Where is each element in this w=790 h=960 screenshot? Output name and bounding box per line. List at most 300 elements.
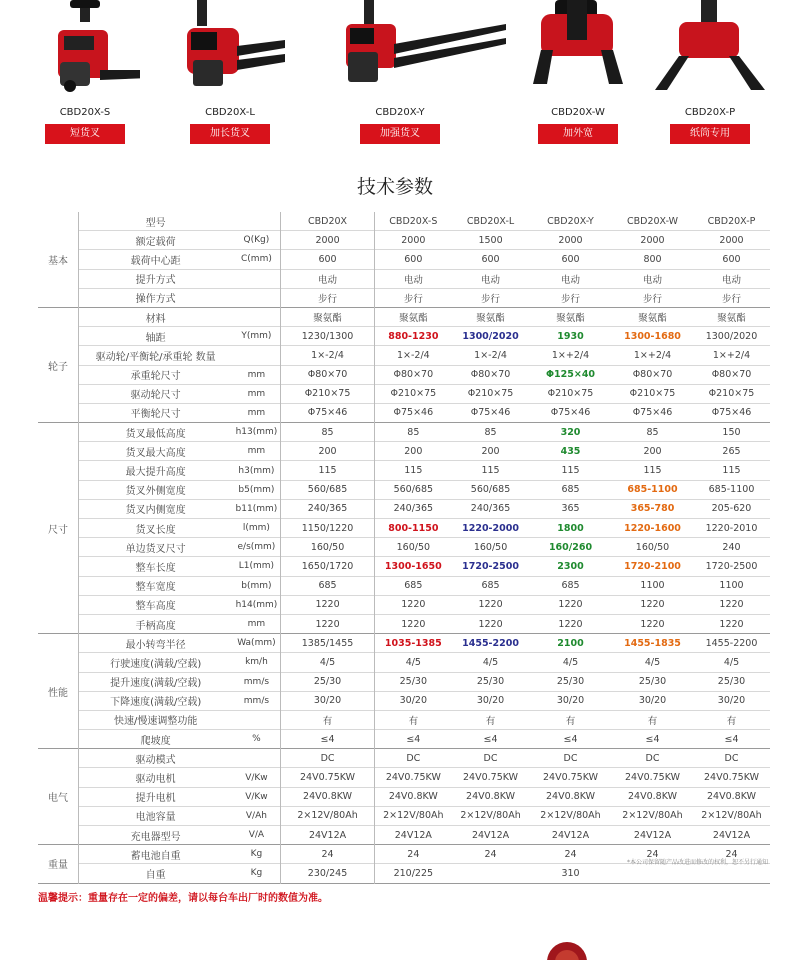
spec-row <box>38 806 770 825</box>
spec-unit: mm <box>232 365 281 384</box>
product-tag[interactable]: 纸筒专用 <box>670 124 750 144</box>
spec-value: 24 <box>281 845 374 864</box>
spec-name: 货叉外侧宽度 <box>125 486 186 498</box>
spec-value: 24 <box>725 848 738 860</box>
spec-value: 24V12A <box>394 829 432 841</box>
spec-value: 24V0.75KW <box>385 772 441 784</box>
spec-unit: mm/s <box>232 672 281 691</box>
spec-unit: h3(mm) <box>232 461 281 480</box>
product-tag[interactable]: 加强货叉 <box>360 124 440 144</box>
spec-value: 685 <box>481 580 500 592</box>
spec-value: 115 <box>481 465 500 477</box>
spec-value: 200 <box>643 445 662 457</box>
spec-value: 聚氨酯 <box>399 313 428 325</box>
spec-value: 1800 <box>557 522 584 534</box>
spec-value: 1100 <box>719 580 744 592</box>
category-label: 基本 <box>38 212 78 307</box>
spec-value: 30/20 <box>638 695 667 707</box>
spec-row <box>38 768 770 787</box>
spec-value: 24 <box>564 848 577 860</box>
spec-value: 1455-1835 <box>624 637 681 649</box>
spec-unit: Kg <box>232 864 281 883</box>
spec-value: 4/5 <box>281 653 374 672</box>
spec-value: 160/50 <box>473 541 508 553</box>
spec-value: 2000 <box>401 234 426 246</box>
spec-value: Φ75×46 <box>711 407 752 419</box>
spec-value: 240/365 <box>470 503 511 515</box>
spec-value: 24V0.8KW <box>628 791 677 803</box>
page-title: 技术参数 <box>356 176 433 198</box>
spec-value: 1220-2000 <box>462 522 519 534</box>
pallet-truck-reinforced-fork-image <box>340 0 506 100</box>
spec-value: 1×+2/4 <box>633 349 672 361</box>
spec-row <box>38 787 770 806</box>
spec-value: 30/20 <box>476 695 505 707</box>
spec-value: 1220-2010 <box>705 522 758 534</box>
spec-value: 1455-2200 <box>705 637 758 649</box>
spec-value: 1220-1600 <box>624 522 681 534</box>
spec-value: 有 <box>485 715 496 727</box>
spec-name: 平衡轮尺寸 <box>130 409 181 421</box>
spec-value: 24V12A <box>712 829 751 841</box>
spec-unit: V/Ah <box>232 806 281 825</box>
product-card[interactable] <box>340 0 506 150</box>
spec-unit: V/Kw <box>232 768 281 787</box>
spec-value: 1720-2100 <box>624 560 681 572</box>
spec-value: 1220 <box>719 599 744 611</box>
spec-value: 600 <box>481 253 500 265</box>
spec-value: 160/50 <box>635 541 670 553</box>
spec-value: 1150/1220 <box>281 519 374 538</box>
spec-value: 115 <box>281 461 374 480</box>
spec-value: 560/685 <box>470 484 511 496</box>
spec-value: 2×12V/80Ah <box>622 810 683 822</box>
spec-unit: b5(mm) <box>232 480 281 499</box>
spec-value: 2×12V/80Ah <box>701 810 762 822</box>
spec-value: 200 <box>281 442 374 461</box>
spec-value: 685 <box>561 484 580 496</box>
spec-unit: l(mm) <box>232 519 281 538</box>
spec-row <box>38 672 770 691</box>
spec-name: 整车长度 <box>135 562 176 574</box>
spec-unit: km/h <box>232 653 281 672</box>
spec-value: 200 <box>404 445 423 457</box>
spec-row <box>38 346 770 365</box>
spec-value: 24V0.75KW <box>703 772 760 784</box>
spec-value: 1300-1650 <box>384 560 442 572</box>
spec-value: 1100 <box>640 580 665 592</box>
spec-name: 货叉最大高度 <box>125 447 186 459</box>
spec-value: 24 <box>646 848 659 860</box>
spec-unit: e/s(mm) <box>232 538 281 557</box>
spec-value: 电动 <box>281 269 374 288</box>
spec-value: 电动 <box>721 274 741 286</box>
spec-row <box>38 480 770 499</box>
spec-unit: Y(mm) <box>232 327 281 346</box>
product-model: CBD20X-Y <box>375 107 425 118</box>
spec-value: 有 <box>565 715 576 727</box>
spec-value: 4/5 <box>644 656 661 668</box>
spec-value: 310 <box>561 867 580 879</box>
spec-value: DC <box>406 752 421 764</box>
spec-value: 1220 <box>478 618 503 630</box>
pallet-truck-long-fork-image <box>175 0 285 100</box>
spec-value: 435 <box>560 445 581 457</box>
spec-value: DC <box>281 749 374 768</box>
spec-row <box>38 749 770 768</box>
spec-value: 1300/2020 <box>705 330 758 342</box>
product-card[interactable] <box>655 0 765 150</box>
spec-unit <box>232 307 281 326</box>
product-strip <box>0 0 790 150</box>
spec-value: 24 <box>484 848 497 860</box>
spec-value: 1220 <box>640 599 665 611</box>
pallet-truck-paper-roll-image <box>655 0 765 100</box>
spec-name: 下降速度(满载/空载) <box>110 697 202 709</box>
spec-name: 载荷中心距 <box>130 255 181 267</box>
spec-value: 4/5 <box>405 656 421 668</box>
spec-value: 115 <box>561 465 580 477</box>
spec-name: 驱动模式 <box>135 754 176 766</box>
spec-value: 聚氨酯 <box>476 313 505 325</box>
spec-value: 步行 <box>561 293 581 305</box>
spec-value: 160/50 <box>281 538 374 557</box>
spec-value: 1×+2/4 <box>712 349 751 361</box>
spec-value: 560/685 <box>281 480 374 499</box>
spec-value: 160/260 <box>548 541 593 553</box>
spec-value: 2×12V/80Ah <box>383 810 444 822</box>
spec-value: Φ125×40 <box>545 369 596 381</box>
spec-value: 320 <box>560 426 581 438</box>
product-image-partial <box>545 940 589 960</box>
spec-row <box>38 442 770 461</box>
spec-name: 蓄电池自重 <box>130 850 181 862</box>
spec-value: 25/30 <box>638 676 667 688</box>
spec-name: 整车高度 <box>135 601 176 613</box>
spec-row <box>38 614 770 633</box>
spec-value: 1220 <box>401 618 426 630</box>
spec-name: 手柄高度 <box>135 620 176 632</box>
category-label: 轮子 <box>38 307 78 422</box>
spec-table <box>38 212 770 884</box>
spec-name: 驱动电机 <box>135 774 176 786</box>
spec-row <box>38 730 770 749</box>
spec-value: 240 <box>722 541 741 553</box>
spec-value: Φ80×70 <box>711 369 752 381</box>
spec-unit: mm/s <box>232 691 281 710</box>
spec-value: 230/245 <box>281 864 374 883</box>
spec-value: 24V0.8KW <box>707 791 756 803</box>
spec-value: 1220 <box>558 599 583 611</box>
spec-unit: Q(Kg) <box>232 231 281 250</box>
spec-value: 115 <box>404 465 423 477</box>
spec-value: 有 <box>726 715 737 727</box>
spec-value: 1500 <box>478 234 503 246</box>
spec-value: ≤4 <box>483 733 498 745</box>
spec-name: 货叉最低高度 <box>125 428 186 440</box>
spec-value: 24V0.8KW <box>546 791 595 803</box>
spec-value: 电动 <box>481 274 501 286</box>
pallet-truck-short-fork-image <box>30 0 140 100</box>
spec-row <box>38 499 770 518</box>
spec-value: 2×12V/80Ah <box>281 806 374 825</box>
spec-row <box>38 269 770 288</box>
spec-value: 600 <box>404 253 423 265</box>
spec-value <box>452 864 529 883</box>
spec-unit <box>232 346 281 365</box>
spec-value: 24V0.75KW <box>463 772 519 784</box>
spec-value: 4/5 <box>482 656 499 668</box>
spec-value: CBD20X-W <box>626 215 679 227</box>
spec-name: 货叉内侧宽度 <box>125 505 186 517</box>
spec-name: 最大提升高度 <box>125 467 186 479</box>
spec-value: 1×-2/4 <box>396 349 430 361</box>
spec-value: 1720-2500 <box>462 560 519 572</box>
spec-value: Φ210×75 <box>547 388 594 400</box>
spec-unit: C(mm) <box>232 250 281 269</box>
spec-row <box>38 864 770 883</box>
spec-value: 24V0.8KW <box>466 791 516 803</box>
spec-value: 步行 <box>721 293 741 305</box>
spec-value: 24V12A <box>471 829 510 841</box>
product-card[interactable] <box>523 0 633 150</box>
spec-value: 685-1100 <box>627 484 678 496</box>
spec-name: 提升速度(满载/空载) <box>110 678 202 690</box>
spec-name: 整车宽度 <box>135 582 176 594</box>
spec-unit: Kg <box>232 845 281 864</box>
spec-value: 240/365 <box>393 503 434 515</box>
spec-value: Φ210×75 <box>281 384 374 403</box>
spec-name: 最小转弯半径 <box>125 639 186 651</box>
spec-value: 步行 <box>403 293 423 305</box>
spec-value: ≤4 <box>563 733 578 745</box>
spec-unit: mm <box>232 403 281 422</box>
spec-value: Φ80×70 <box>281 365 374 384</box>
category-label: 重量 <box>38 845 78 883</box>
spec-name: 型号 <box>145 217 166 229</box>
spec-value: 步行 <box>481 293 501 305</box>
spec-value: 24V0.75KW <box>281 768 374 787</box>
spec-name: 材料 <box>145 313 166 325</box>
spec-unit: mm <box>232 384 281 403</box>
spec-value: 600 <box>722 253 741 265</box>
spec-value: 25/30 <box>476 676 505 688</box>
spec-value: 30/20 <box>556 695 585 707</box>
spec-value: 160/50 <box>396 541 431 553</box>
spec-value: 25/30 <box>281 672 374 691</box>
footnote: *本公司保留随产品改进而修改的权利，恕不另行通知 <box>626 859 768 866</box>
spec-unit: V/Kw <box>232 787 281 806</box>
spec-value: 1300/2020 <box>462 330 519 342</box>
category-label: 尺寸 <box>38 423 78 634</box>
product-model: CBD20X-W <box>551 107 605 118</box>
spec-value: 1220 <box>281 595 374 614</box>
spec-value: 步行 <box>281 288 374 307</box>
spec-row <box>38 307 770 326</box>
spec-unit: % <box>232 730 281 749</box>
spec-value: 30/20 <box>399 695 428 707</box>
spec-value: 2000 <box>281 231 374 250</box>
spec-row <box>38 576 770 595</box>
spec-unit: mm <box>232 614 281 633</box>
spec-name: 提升电机 <box>135 793 176 805</box>
spec-value: 1220 <box>401 599 426 611</box>
spec-unit: b(mm) <box>232 576 281 595</box>
spec-value: 24V0.75KW <box>542 772 599 784</box>
spec-value: 24V0.8KW <box>281 787 374 806</box>
spec-name: 额定载荷 <box>135 236 176 248</box>
spec-name: 货叉长度 <box>135 524 176 536</box>
spec-name: 爬坡度 <box>140 735 171 747</box>
spec-value: 1×-2/4 <box>474 349 507 361</box>
spec-name: 提升方式 <box>135 275 176 287</box>
spec-value: 1720-2500 <box>705 560 758 572</box>
spec-value: 2×12V/80Ah <box>460 810 521 822</box>
spec-value: ≤4 <box>281 730 374 749</box>
spec-name: 驱动轮/平衡轮/承重轮 数量 <box>95 351 216 363</box>
spec-row <box>38 557 770 576</box>
spec-value: 有 <box>281 710 374 729</box>
spec-value: 85 <box>281 423 374 442</box>
spec-value: 30/20 <box>281 691 374 710</box>
spec-value: 1×-2/4 <box>281 346 374 365</box>
spec-value: 365 <box>561 503 580 515</box>
spec-value: 电动 <box>403 274 423 286</box>
spec-value <box>612 864 693 883</box>
spec-value: 205-620 <box>711 503 752 515</box>
spec-name: 电池容量 <box>135 812 176 824</box>
spec-value: 步行 <box>643 293 663 305</box>
spec-value: 1220 <box>558 618 583 630</box>
product-tag[interactable]: 短货叉 <box>45 124 125 144</box>
spec-name: 单边货叉尺寸 <box>125 543 186 555</box>
spec-row <box>38 384 770 403</box>
spec-value: 有 <box>408 715 419 727</box>
spec-row <box>38 231 770 250</box>
spec-value: 365-780 <box>630 503 675 515</box>
spec-value: 1220 <box>719 618 744 630</box>
spec-value: 1385/1455 <box>281 634 374 653</box>
spec-value: DC <box>645 752 660 764</box>
spec-unit <box>232 288 281 307</box>
spec-value: 2000 <box>558 234 583 246</box>
spec-value: Φ75×46 <box>470 407 511 419</box>
product-tag[interactable]: 加外宽 <box>538 124 618 144</box>
product-card[interactable] <box>175 0 285 150</box>
spec-value: 1035-1385 <box>384 637 442 649</box>
spec-value: 600 <box>281 250 374 269</box>
spec-unit: h14(mm) <box>232 595 281 614</box>
spec-value: 685 <box>404 580 423 592</box>
spec-unit <box>232 269 281 288</box>
spec-value: 聚氨酯 <box>638 313 667 325</box>
spec-unit: V/A <box>232 826 281 845</box>
category-label: 性能 <box>38 634 78 749</box>
spec-value: Φ210×75 <box>467 388 514 400</box>
spec-value: Φ75×46 <box>632 407 673 419</box>
spec-unit: h13(mm) <box>232 423 281 442</box>
spec-value: Φ75×46 <box>281 403 374 422</box>
spec-value: 1230/1300 <box>281 327 374 346</box>
spec-value: 24V0.75KW <box>624 772 681 784</box>
spec-value: 25/30 <box>717 676 746 688</box>
spec-name: 轴距 <box>145 332 166 344</box>
spec-name: 充电器型号 <box>130 831 181 843</box>
spec-value: 880-1230 <box>388 330 439 342</box>
spec-value: 85 <box>646 426 659 438</box>
product-tag[interactable]: 加长货叉 <box>190 124 270 144</box>
spec-name: 快速/慢速调整功能 <box>113 716 198 728</box>
spec-value: 1×+2/4 <box>551 349 590 361</box>
spec-value: 30/20 <box>717 695 746 707</box>
spec-value: 685 <box>281 576 374 595</box>
spec-value: 800-1150 <box>388 522 439 534</box>
weight-reminder: 温馨提示：重量存在一定的偏差，请以每台车出厂时的数值为准。 <box>38 893 328 904</box>
spec-value: Φ75×46 <box>550 407 591 419</box>
spec-value: 115 <box>643 465 662 477</box>
spec-row <box>38 826 770 845</box>
spec-name: 自重 <box>145 869 166 881</box>
spec-value: 24V0.8KW <box>388 791 438 803</box>
spec-value: 210/225 <box>393 867 434 879</box>
spec-value: 聚氨酯 <box>281 307 374 326</box>
spec-value: 有 <box>647 715 658 727</box>
spec-value: Φ80×70 <box>393 369 434 381</box>
spec-value: 240/365 <box>281 499 374 518</box>
spec-row <box>38 519 770 538</box>
spec-value: CBD20X-P <box>707 215 756 227</box>
spec-value: ≤4 <box>645 733 660 745</box>
spec-row <box>38 653 770 672</box>
spec-value: 4/5 <box>723 656 740 668</box>
spec-value: Φ80×70 <box>470 369 511 381</box>
spec-value: 1220 <box>478 599 503 611</box>
spec-value: 2×12V/80Ah <box>540 810 601 822</box>
spec-unit: L1(mm) <box>232 557 281 576</box>
spec-row <box>38 691 770 710</box>
spec-unit <box>232 749 281 768</box>
spec-value: 2100 <box>557 637 584 649</box>
spec-value: 24V12A <box>281 826 374 845</box>
spec-value: 1455-2200 <box>462 637 519 649</box>
spec-value: 150 <box>722 426 741 438</box>
spec-value: 24V12A <box>633 829 672 841</box>
spec-row <box>38 250 770 269</box>
spec-unit: Wa(mm) <box>232 634 281 653</box>
spec-value: 800 <box>643 253 662 265</box>
spec-row <box>38 327 770 346</box>
product-card[interactable] <box>30 0 140 150</box>
spec-value: 265 <box>722 445 741 457</box>
spec-unit: mm <box>232 442 281 461</box>
spec-value: 560/685 <box>393 484 434 496</box>
spec-value: DC <box>724 752 739 764</box>
spec-value: 115 <box>722 465 741 477</box>
spec-value: 1220 <box>640 618 665 630</box>
spec-name: 承重轮尺寸 <box>130 371 181 383</box>
spec-value: 2300 <box>557 560 584 572</box>
spec-value <box>693 864 770 883</box>
spec-row <box>38 634 770 653</box>
spec-row <box>38 288 770 307</box>
spec-row <box>38 403 770 422</box>
spec-value: 电动 <box>561 274 581 286</box>
product-model: CBD20X-L <box>205 107 255 118</box>
spec-value: CBD20X <box>281 212 374 231</box>
spec-value: Φ210×75 <box>629 388 676 400</box>
spec-row <box>38 423 770 442</box>
spec-row <box>38 461 770 480</box>
